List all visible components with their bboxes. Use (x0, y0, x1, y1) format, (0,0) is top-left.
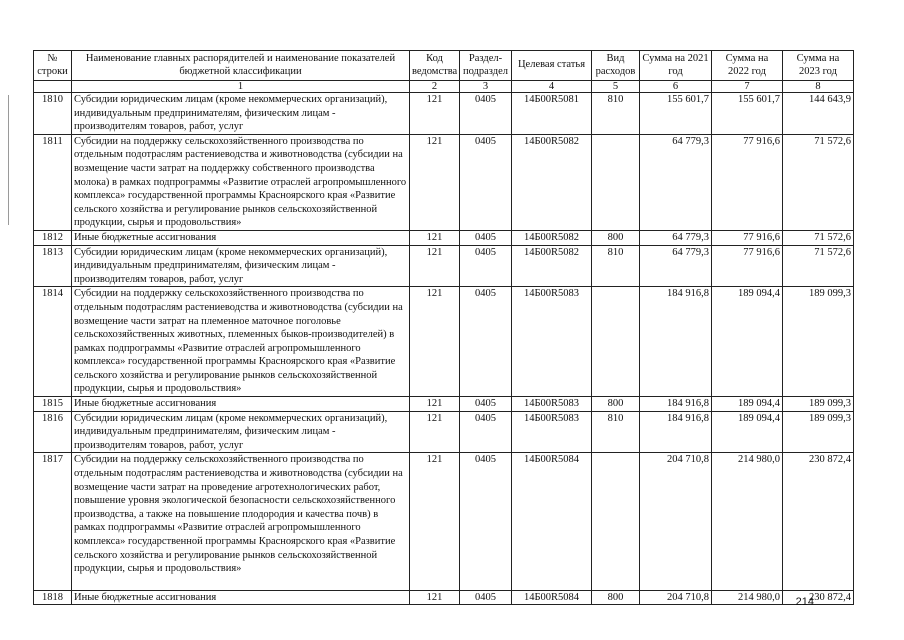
expense-type: 810 (592, 245, 640, 287)
section-code: 0405 (460, 287, 512, 397)
sum-2022: 77 916,6 (712, 245, 783, 287)
budget-table (33, 50, 854, 605)
target-article: 14Б00R5084 (512, 590, 592, 605)
row-number: 1810 (34, 93, 72, 135)
section-code: 0405 (460, 411, 512, 453)
row-number: 1811 (34, 134, 72, 230)
dept-code: 121 (410, 134, 460, 230)
sum-2022: 189 094,4 (712, 397, 783, 412)
section-code: 0405 (460, 134, 512, 230)
column-number: 6 (640, 81, 712, 93)
sum-2023: 189 099,3 (783, 397, 854, 412)
row-name: Иные бюджетные ассигнования (72, 230, 410, 245)
section-code: 0405 (460, 245, 512, 287)
table-body (34, 93, 854, 605)
header-dept-code: Код ведомства (410, 51, 460, 81)
expense-type: 810 (592, 411, 640, 453)
column-number: 1 (72, 81, 410, 93)
sum-2022: 189 094,4 (712, 287, 783, 397)
row-name: Иные бюджетные ассигнования (72, 590, 410, 605)
column-number: 4 (512, 81, 592, 93)
row-name: Субсидии юридическим лицам (кроме некоммерческих организаций), индивидуальным предпринимателям, физическим лицам - производителям товаров, работ, услуг (72, 93, 410, 135)
sum-2021: 64 779,3 (640, 134, 712, 230)
row-number: 1813 (34, 245, 72, 287)
section-code: 0405 (460, 590, 512, 605)
section-code: 0405 (460, 453, 512, 590)
column-number: 8 (783, 81, 854, 93)
header-sum-2023: Сумма на 2023 год (783, 51, 854, 81)
sum-2022: 77 916,6 (712, 230, 783, 245)
row-name: Субсидии на поддержку сельскохозяйственного производства по отдельным подотраслям растениеводства и животноводства (субсидии на возмещение части затрат на поддержку собственного производства молока) в рамках подпрограммы «Развитие отраслей агропромышленного комплекса» государственной программы Красноярского края «Развитие сельского хозяйства и регулирование рынков сельскохозяйственной продукции, сырья и продовольствия» (72, 134, 410, 230)
sum-2021: 64 779,3 (640, 245, 712, 287)
target-article: 14Б00R5083 (512, 397, 592, 412)
dept-code: 121 (410, 411, 460, 453)
expense-type: 810 (592, 93, 640, 135)
target-article: 14Б00R5083 (512, 411, 592, 453)
row-name: Субсидии юридическим лицам (кроме некоммерческих организаций), индивидуальным предпринимателям, физическим лицам - производителям товаров, работ, услуг (72, 245, 410, 287)
section-code: 0405 (460, 93, 512, 135)
dept-code: 121 (410, 245, 460, 287)
table-row (34, 411, 854, 453)
header-sum-2021: Сумма на 2021 год (640, 51, 712, 81)
sum-2023: 71 572,6 (783, 134, 854, 230)
row-number: 1814 (34, 287, 72, 397)
sum-2023: 189 099,3 (783, 287, 854, 397)
column-number-row (34, 81, 854, 93)
dept-code: 121 (410, 230, 460, 245)
table-row (34, 287, 854, 397)
sum-2021: 184 916,8 (640, 287, 712, 397)
row-number: 1812 (34, 230, 72, 245)
column-number (34, 81, 72, 93)
header-name: Наименование главных распорядителей и наименование показателей бюджетной классификации (72, 51, 410, 81)
sum-2022: 189 094,4 (712, 411, 783, 453)
expense-type (592, 453, 640, 590)
row-name: Субсидии на поддержку сельскохозяйственного производства по отдельным подотраслям растениеводства и животноводства (субсидии на возмещение части затрат на племенное маточное поголовье сельскохозяйственных животных, племенных быков-производителей) в рамках подпрограммы «Развитие отраслей агропромышленного комплекса» государственной программы Красноярского края «Развитие сельского хозяйства и регулирование рынков сельскохозяйственной продукции, сырья и продовольствия» (72, 287, 410, 397)
expense-type (592, 134, 640, 230)
table-row (34, 453, 854, 590)
table-row (34, 134, 854, 230)
sum-2022: 77 916,6 (712, 134, 783, 230)
row-name: Субсидии на поддержку сельскохозяйственного производства по отдельным подотраслям растениеводства и животноводства (субсидии на возмещение части затрат на проведение агротехнологических работ, повышение уровня экологической безопасности сельскохозяйственного производства, а также на повышение плодородия и качества почв) в рамках подпрограммы «Развитие отраслей агропромышленного комплекса» государственной программы Красноярского края «Развитие сельского хозяйства и регулирование рынков сельскохозяйственной продукции, сырья и продовольствия» (72, 453, 410, 590)
target-article: 14Б00R5083 (512, 287, 592, 397)
dept-code: 121 (410, 590, 460, 605)
target-article: 14Б00R5082 (512, 245, 592, 287)
page-number: 214 (795, 596, 814, 608)
target-article: 14Б00R5081 (512, 93, 592, 135)
row-number: 1818 (34, 590, 72, 605)
dept-code: 121 (410, 287, 460, 397)
column-number: 2 (410, 81, 460, 93)
sum-2022: 214 980,0 (712, 590, 783, 605)
sum-2023: 71 572,6 (783, 245, 854, 287)
target-article: 14Б00R5084 (512, 453, 592, 590)
table-row (34, 230, 854, 245)
sum-2021: 204 710,8 (640, 453, 712, 590)
sum-2023: 144 643,9 (783, 93, 854, 135)
expense-type: 800 (592, 397, 640, 412)
sum-2021: 184 916,8 (640, 411, 712, 453)
sum-2021: 155 601,7 (640, 93, 712, 135)
sum-2023: 230 872,4 (783, 590, 854, 605)
header-target: Целевая статья (512, 51, 592, 81)
row-number: 1815 (34, 397, 72, 412)
column-number: 3 (460, 81, 512, 93)
table-row (34, 93, 854, 135)
sum-2023: 189 099,3 (783, 411, 854, 453)
header-expense-type: Вид расходов (592, 51, 640, 81)
margin-line (8, 95, 9, 225)
sum-2022: 155 601,7 (712, 93, 783, 135)
expense-type (592, 287, 640, 397)
header-sum-2022: Сумма на 2022 год (712, 51, 783, 81)
sum-2021: 204 710,8 (640, 590, 712, 605)
table-row (34, 245, 854, 287)
sum-2021: 184 916,8 (640, 397, 712, 412)
row-name: Иные бюджетные ассигнования (72, 397, 410, 412)
target-article: 14Б00R5082 (512, 230, 592, 245)
table-row (34, 590, 854, 605)
row-number: 1816 (34, 411, 72, 453)
dept-code: 121 (410, 397, 460, 412)
header-section: Раздел-подраздел (460, 51, 512, 81)
column-number: 5 (592, 81, 640, 93)
section-code: 0405 (460, 230, 512, 245)
dept-code: 121 (410, 93, 460, 135)
row-name: Субсидии юридическим лицам (кроме некоммерческих организаций), индивидуальным предпринимателям, физическим лицам - производителям товаров, работ, услуг (72, 411, 410, 453)
header-row (34, 51, 854, 81)
table-row (34, 397, 854, 412)
sum-2023: 230 872,4 (783, 453, 854, 590)
sum-2022: 214 980,0 (712, 453, 783, 590)
sum-2021: 64 779,3 (640, 230, 712, 245)
dept-code: 121 (410, 453, 460, 590)
sum-2023: 71 572,6 (783, 230, 854, 245)
header-row-no: № строки (34, 51, 72, 81)
expense-type: 800 (592, 230, 640, 245)
section-code: 0405 (460, 397, 512, 412)
column-number: 7 (712, 81, 783, 93)
target-article: 14Б00R5082 (512, 134, 592, 230)
row-number: 1817 (34, 453, 72, 590)
expense-type: 800 (592, 590, 640, 605)
